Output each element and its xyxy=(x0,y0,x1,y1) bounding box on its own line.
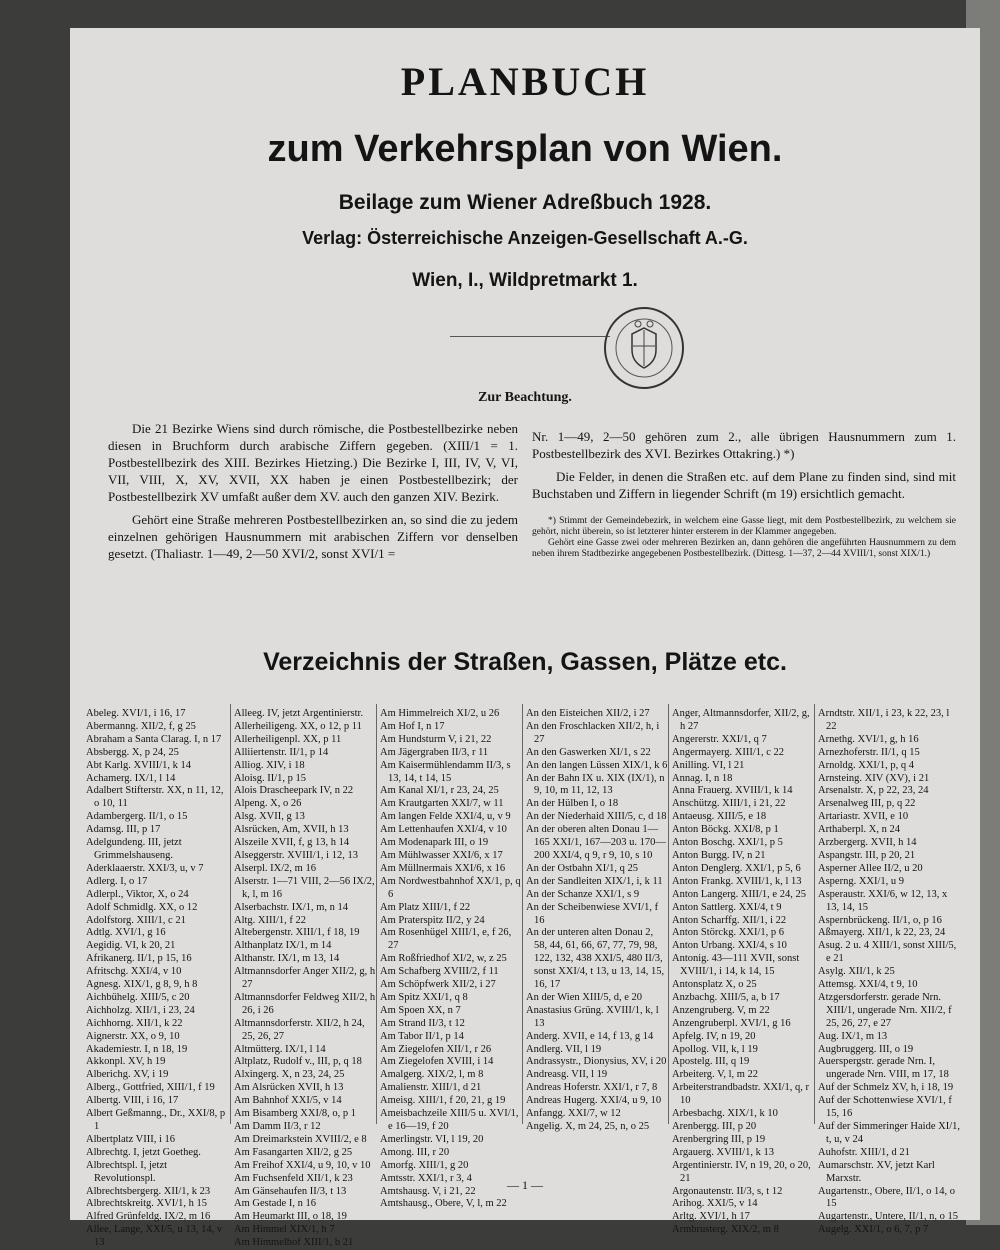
index-entry: Allerheiligeng. XX, o 12, p 11 xyxy=(234,720,362,732)
index-entry: Albrechtskreitg. XVI/1, h 15 xyxy=(86,1198,208,1210)
index-entry: Alserbachstr. IX/1, m, n 14 xyxy=(234,901,349,913)
index-entry: Arenbergg. III, p 20 xyxy=(672,1121,757,1132)
index-entry: Alliog. XIV, i 18 xyxy=(234,759,305,771)
index-entry: Alfred Grünfeldg. IX/2, m 16 xyxy=(86,1211,211,1223)
index-entry: Anzengruberpl. XVI/1, g 16 xyxy=(672,1017,791,1029)
index-entry: Am Himmelhof XIII/1, b 21 xyxy=(234,1237,354,1249)
index-entry: Albertg. VIII, i 16, 17 xyxy=(86,1095,179,1107)
index-entry: Aspangstr. III, p 20, 21 xyxy=(818,849,916,861)
index-entry: Achamerg. IX/1, l 14 xyxy=(86,772,176,784)
index-entry: Aumarschstr. XV, jetzt Karl Marxstr. xyxy=(818,1159,935,1184)
index-entry: Abeleg. XVI/1, i 16, 17 xyxy=(86,708,186,719)
publisher-line: Verlag: Österreichische Anzeigen-Gesellschaft A.-G. xyxy=(302,228,748,248)
index-entry: Am Bahnhof XXI/5, v 14 xyxy=(234,1095,342,1107)
index-entry: Augelg. XXI/1, o 6, 7, p 7 xyxy=(818,1224,929,1236)
index-entry: Althanstr. IX/1, m 13, 14 xyxy=(234,953,340,965)
index-entry: Am langen Felde XXI/4, u, v 9 xyxy=(380,811,511,823)
index-entry: Asug. 2 u. 4 XIII/1, sonst XIII/5, e 21 xyxy=(818,940,957,965)
index-entry: Albrechtsbergerg. XII/1, k 23 xyxy=(86,1185,211,1197)
index-entry: Adamsg. III, p 17 xyxy=(86,824,161,836)
index-entry: Anger, Altmannsdorfer, XII/2, g, h 27 xyxy=(672,708,810,732)
document-title: PLANBUCH xyxy=(400,59,650,104)
column-divider xyxy=(230,704,231,1124)
index-entry: An den langen Lüssen XIX/1, k 6 xyxy=(526,759,668,771)
index-entry: Arbesbachg. XIX/1, k 10 xyxy=(672,1108,778,1120)
index-entry: An den Froschlacken XII/2, h, i 27 xyxy=(526,720,660,745)
index-entry: An der Hülben I, o 18 xyxy=(526,798,619,810)
index-entry: Augartenstr., Obere, II/1, o 14, o 15 xyxy=(818,1185,956,1210)
index-entry: Aegidig. VI, k 20, 21 xyxy=(86,940,176,952)
index-entry: Aichbühelg. XIII/5, c 20 xyxy=(86,991,190,1003)
index-entry: Arbeiterg. V, l, m 22 xyxy=(672,1069,759,1081)
index-entry: Arthaberpl. X, n 24 xyxy=(818,824,900,836)
index-column-1 xyxy=(86,708,228,1250)
index-entry: Anastasius Grüng. XVIII/1, k, l 13 xyxy=(526,1004,659,1029)
footnotes xyxy=(532,516,956,560)
index-entry: Anzengruberg. V, m 22 xyxy=(672,1004,770,1016)
index-entry: Alpeng. X, o 26 xyxy=(234,798,302,810)
index-entry: An der Sandleiten XIX/1, i, k 11 xyxy=(526,875,663,887)
index-entry: Asperaustr. XXI/6, w 12, 13, x 13, 14, 15 xyxy=(818,888,948,913)
index-entry: Anna Frauerg. XVIII/1, k 14 xyxy=(672,785,793,797)
index-entry: Arsenalweg III, p, q 22 xyxy=(818,798,916,810)
index-entry: Alsg. XVII, g 13 xyxy=(234,811,305,823)
index-entry: Altmannsdorfer Anger XII/2, g, h 27 xyxy=(234,966,376,991)
index-entry: Arnethg. XVI/1, g, h 16 xyxy=(818,733,919,745)
index-entry: Am Tabor II/1, p 14 xyxy=(380,1030,464,1042)
column-divider xyxy=(522,704,523,1124)
index-entry: Asylg. XII/1, k 25 xyxy=(818,966,895,978)
index-entry: Arltg. XVI/1, h 17 xyxy=(672,1211,750,1223)
index-entry: Am Hof I, n 17 xyxy=(380,720,445,732)
index-entry: Arbeiterstrandbadstr. XXI/1, q, r 10 xyxy=(672,1082,810,1107)
index-entry: Aug. IX/1, m 13 xyxy=(818,1030,888,1042)
index-entry: Atzgersdorferstr. gerade Nrn. XIII/1, ungerade Nrn. XII/2, f 25, 26, 27, e 27 xyxy=(818,991,952,1029)
index-entry: An der Niederhaid XIII/5, c, d 18 xyxy=(526,811,667,823)
index-column-2 xyxy=(234,708,376,1250)
index-entry: Am Platz XIII/1, f 22 xyxy=(380,901,471,913)
index-entry: Asperng. XXI/1, u 9 xyxy=(818,875,905,887)
index-entry: Aignerstr. XX, o 9, 10 xyxy=(86,1030,180,1042)
index-entry: Altg. XIII/1, f 22 xyxy=(234,914,307,926)
index-entry: Am Mühlwasser XXI/6, x 17 xyxy=(380,849,503,861)
index-entry: Adtlg. XVI/1, g 16 xyxy=(86,927,166,939)
index-entry: Am Schöpfwerk XII/2, i 27 xyxy=(380,979,496,991)
column-divider xyxy=(668,704,669,1124)
index-entry: Am Ziegelofen XVIII, i 14 xyxy=(380,1056,494,1068)
index-entry: Amtsstr. XXI/1, r 3, 4 xyxy=(380,1172,472,1184)
index-entry: Am Rosenhügel XIII/1, e, f 26, 27 xyxy=(380,927,512,952)
index-entry: Argauerg. XVIII/1, k 13 xyxy=(672,1146,774,1158)
index-entry: Aloisg. II/1, p 15 xyxy=(234,772,307,784)
index-entry: Anfangg. XXI/7, w 12 xyxy=(526,1108,621,1120)
index-entry: Adolfstorg. XIII/1, c 21 xyxy=(86,914,186,926)
index-entry: Asperner Allee II/2, u 20 xyxy=(818,862,923,874)
notice-title: Zur Beachtung. xyxy=(478,390,572,405)
index-entry: Anton Sattlerg. XXI/4, t 9 xyxy=(672,901,782,913)
index-entry: Adlerg. I, o 17 xyxy=(86,875,148,887)
index-entry: Am Freihof XXI/4, u 9, 10, v 10 xyxy=(234,1159,371,1171)
document-page xyxy=(70,28,980,1249)
index-entry: Auf der Schottenwiese XVI/1, f 15, 16 xyxy=(818,1095,952,1120)
index-entry: Anton Langerg. XIII/1, e 24, 25 xyxy=(672,888,806,900)
index-entry: Am Praterspitz II/2, y 24 xyxy=(380,914,485,926)
index-entry: Akkonpl. XV, h 19 xyxy=(86,1056,166,1068)
index-entry: Antonsplatz X, o 25 xyxy=(672,979,757,991)
index-entry: Albrechtspl. I, jetzt Revolutionspl. xyxy=(86,1159,168,1184)
index-entry: Allerheiligenpl. XX, p 11 xyxy=(234,733,342,745)
index-entry: Aichholzg. XII/1, i 23, 24 xyxy=(86,1004,195,1016)
index-entry: Am Jägergraben II/3, r 11 xyxy=(380,746,489,758)
index-entry: Arihog. XXI/5, v 14 xyxy=(672,1198,758,1210)
index-entry: Alxingerg. X, n 23, 24, 25 xyxy=(234,1069,345,1081)
index-entry: Anderg. XVII, e 14, f 13, g 14 xyxy=(526,1030,654,1042)
index-entry: Alleeg. IV, jetzt Argentinierstr. xyxy=(234,708,364,719)
index-entry: An den Gaswerken XI/1, s 22 xyxy=(526,746,651,758)
index-entry: Adambergerg. II/1, o 15 xyxy=(86,811,188,823)
index-entry: Adelgundeng. III, jetzt Grimmelshauseng. xyxy=(86,837,182,861)
notice-paragraph: Gehört eine Straße mehreren Postbestellbezirken an, so sind die zu jedem einzelnen gehörigen Hausnummern mit arabischen Ziffern vor denselben gesetzt. (Thaliastr. 1—49, 2—50 XVI/2, sonst XVI/1 = xyxy=(108,512,518,561)
index-entry: Altmannsdorferstr. XII/2, h 24, 25, 26, 27 xyxy=(234,1017,365,1042)
index-entry: Absbergg. X, p 24, 25 xyxy=(86,746,179,758)
index-entry: Anton Störckg. XXI/1, p 6 xyxy=(672,927,784,939)
index-entry: An den Eisteichen XII/2, i 27 xyxy=(526,708,650,719)
index-entry: Arzbergerg. XVII, h 14 xyxy=(818,837,917,849)
index-entry: Altmütterg. IX/1, l 14 xyxy=(234,1043,326,1055)
index-entry: Am Lettenhaufen XXI/4, v 10 xyxy=(380,824,507,836)
index-entry: Antaeusg. XIII/5, e 18 xyxy=(672,811,767,823)
index-entry: Abt Karlg. XVIII/1, k 14 xyxy=(86,759,191,771)
index-entry: Alserstr. 1—71 VIII, 2—56 IX/2, k, l, m 16 xyxy=(234,875,375,900)
index-entry: Albrechtg. I, jetzt Goetheg. xyxy=(86,1146,201,1158)
index-entry: Auhofstr. XIII/1, d 21 xyxy=(818,1146,910,1158)
index-entry: Am Kanal XI/1, r 23, 24, 25 xyxy=(380,785,499,797)
index-entry: Am Nordwestbahnhof XX/1, p, q 6 xyxy=(380,875,521,900)
index-entry: Artariastr. XVII, e 10 xyxy=(818,811,909,823)
notice-paragraph: Die 21 Bezirke Wiens sind durch römische, die Postbestellbezirke neben diesen in Bruchform durch arabische Ziffern gegeben. (XIII/1 = 1. Postbestellbezirk des XIII. Bezirkes Hietzing.) Die Bezirke I, III, IV, V, VI, VII, VIII, X, XV, XVII, XX haben je einen Postbestellbezirk; der Postbestellbezirk XV umfaßt außer dem XV. auch den ganzen XIV. Bezirk. xyxy=(108,421,518,504)
index-entry: Aspernbrückeng. II/1, o, p 16 xyxy=(818,914,942,926)
notice-paragraph: Nr. 1—49, 2—50 gehören zum 2., alle übrigen Hausnummern zum 1. Postbestellbezirk des XVI. Bezirkes Ottakring.) *) xyxy=(532,429,956,461)
index-entry: Arnoldg. XXI/1, p, q 4 xyxy=(818,759,914,771)
index-entry: Andreas Hoferstr. XXI/1, r 7, 8 xyxy=(526,1082,658,1094)
index-entry: Am Gestade I, n 16 xyxy=(234,1198,316,1210)
index-entry: Adlerpl., Viktor, X, o 24 xyxy=(86,888,189,900)
index-entry: Am Gänsehaufen II/3, t 13 xyxy=(234,1185,347,1197)
index-entry: Attemsg. XXI/4, t 9, 10 xyxy=(818,979,918,991)
index-entry: Am Strand II/3, t 12 xyxy=(380,1017,465,1029)
index-entry: Althanplatz IX/1, m 14 xyxy=(234,940,332,952)
index-entry: Auf der Schmelz XV, h, i 18, 19 xyxy=(818,1082,954,1094)
index-entry: Anton Frankg. XVIII/1, k, l 13 xyxy=(672,875,802,887)
index-entry: Adolf Schmidlg. XX, o 12 xyxy=(86,901,198,913)
index-entry: Apfelg. IV, n 19, 20 xyxy=(672,1030,756,1042)
index-entry: Am Fuchsenfeld XII/1, k 23 xyxy=(234,1172,353,1184)
index-entry: Annag. I, n 18 xyxy=(672,772,733,784)
index-entry: Am Alsrücken XVII, h 13 xyxy=(234,1082,344,1094)
index-entry: Ameisbachzeile XIII/5 u. XVI/1, e 16—19, f 20 xyxy=(380,1108,519,1132)
index-entry: Am Krautgarten XXI/7, w 11 xyxy=(380,798,504,810)
index-entry: Arnezhoferstr. II/1, q 15 xyxy=(818,746,920,758)
column-divider xyxy=(376,704,377,1124)
index-entry: Arenbergring III, p 19 xyxy=(672,1133,766,1145)
index-entry: Alseggerstr. XVIII/1, i 12, 13 xyxy=(234,849,358,861)
index-entry: Am Müllnermais XXI/6, x 16 xyxy=(380,862,506,874)
index-entry: An der oberen alten Donau 1—165 XXI/1, 167—203 u. 170—200 XXI/4, q 9, r 9, 10, s 10 xyxy=(526,824,666,861)
index-entry: Anzbachg. XIII/5, a, b 17 xyxy=(672,991,780,1003)
index-entry: Amalgerg. XIX/2, l, m 8 xyxy=(380,1069,484,1081)
index-entry: Amorfg. XIII/1, g 20 xyxy=(380,1159,469,1171)
index-column-5 xyxy=(672,708,814,1237)
index-entry: An der Ostbahn XI/1, q 25 xyxy=(526,862,638,874)
index-entry: Among. III, r 20 xyxy=(380,1146,450,1158)
index-entry: Arndtstr. XII/1, i 23, k 22, 23, l 22 xyxy=(818,708,950,732)
index-entry: Alserpl. IX/2, m 16 xyxy=(234,862,316,874)
index-entry: Alberg., Gottfried, XIII/1, f 19 xyxy=(86,1082,215,1094)
document-subtitle: zum Verkehrsplan von Wien. xyxy=(267,128,783,170)
index-entry: Akademiestr. I, n 18, 19 xyxy=(86,1043,188,1055)
index-entry: Am Kaisermühlendamm II/3, s 13, 14, t 14, 15 xyxy=(380,759,511,784)
index-entry: Abermanng. XII/2, f, g 25 xyxy=(86,720,196,732)
library-stamp xyxy=(602,306,686,390)
index-entry: Augbruggerg. III, o 19 xyxy=(818,1043,914,1055)
index-entry: Am Spoen XX, n 7 xyxy=(380,1004,461,1016)
index-entry: Amtshausg., Obere, V, l, m 22 xyxy=(380,1198,507,1210)
index-entry: Adalbert Stifterstr. XX, n 11, 12, o 10, 11 xyxy=(86,785,224,810)
index-column-3 xyxy=(380,708,522,1211)
notice-right-column xyxy=(532,428,956,560)
footnote: Gehört eine Gasse zwei oder mehreren Bezirken an, dann gehören die angeführten Hausnummern zu dem neben ihrem Stadtbezirke angegebenen Postbestellbezirk. (Dittesg. 1—37, 2—44 XVIII/1, sonst XIX/1.) xyxy=(532,538,956,559)
index-entry: Argentinierstr. IV, n 19, 20, o 20, 21 xyxy=(672,1159,811,1184)
index-entry: Aderklaaerstr. XXI/3, u, v 7 xyxy=(86,862,204,874)
index-entry: Angermayerg. XIII/1, c 22 xyxy=(672,746,785,758)
index-entry: Anton Urbang. XXI/4, s 10 xyxy=(672,940,787,952)
index-entry: Armbrusterg. XIX/2, m 8 xyxy=(672,1224,779,1236)
index-entry: Albertplatz VIII, i 16 xyxy=(86,1133,176,1145)
index-entry: Amalienstr. XIII/1, d 21 xyxy=(380,1082,482,1094)
index-entry: Anilling. VI, l 21 xyxy=(672,759,745,771)
index-entry: Angelig. X, m 24, 25, n, o 25 xyxy=(526,1121,650,1132)
index-entry: Altebergenstr. XIII/1, f 18, 19 xyxy=(234,927,360,939)
notice-paragraph: Die Felder, in denen die Straßen etc. auf dem Plane zu finden sind, sind mit Buchstaben und Ziffern in liegender Schrift (m 19) ersichtlich gemacht. xyxy=(532,469,956,501)
index-entry: Am Ziegelofen XII/1, r 26 xyxy=(380,1043,492,1055)
index-entry: An der unteren alten Donau 2, 58, 44, 61, 66, 67, 77, 79, 98, 122, 132, 438 XXI/5, 480 II/3, sonst XXI/4, t 13, u 13, 14, 15, 16, 17 xyxy=(526,927,665,991)
index-entry: Andreasg. VII, l 19 xyxy=(526,1069,608,1081)
index-entry: An der Scheibenwiese XVI/1, f 16 xyxy=(526,901,659,926)
index-entry: Am Heumarkt III, o 18, 19 xyxy=(234,1211,347,1223)
index-entry: Anton Scharffg. XII/1, i 22 xyxy=(672,914,787,926)
index-entry: Afrikanerg. II/1, p 15, 16 xyxy=(86,953,192,965)
index-entry: Augartenstr., Untere, II/1, n, o 15 xyxy=(818,1211,958,1223)
index-entry: Alliiertenstr. II/1, p 14 xyxy=(234,746,329,758)
index-entry: Altmannsdorfer Feldweg XII/2, h 26, i 26 xyxy=(234,991,376,1016)
index-entry: Aichhorng. XII/1, k 22 xyxy=(86,1017,183,1029)
index-entry: An der Schanze XXI/1, s 9 xyxy=(526,888,640,900)
index-entry: Argonautenstr. II/3, s, t 12 xyxy=(672,1185,783,1197)
index-entry: Apollog. VII, k, l 19 xyxy=(672,1043,758,1055)
index-entry: Altplatz, Rudolf v., III, p, q 18 xyxy=(234,1056,362,1068)
index-entry: Am Himmel XIX/1, h 7 xyxy=(234,1224,335,1236)
index-entry: Anton Burgg. IV, n 21 xyxy=(672,849,766,861)
supplement-line: Beilage zum Wiener Adreßbuch 1928. xyxy=(338,191,712,214)
notice-left-column xyxy=(108,420,518,562)
index-entry: Antonig. 43—111 XVII, sonst XVIII/1, i 14, k 14, 15 xyxy=(672,953,800,978)
index-entry: Am Spitz XXI/1, q 8 xyxy=(380,991,468,1003)
index-entry: Am Dreimarkstein XVIII/2, e 8 xyxy=(234,1133,367,1145)
index-entry: Am Damm II/3, r 12 xyxy=(234,1121,321,1132)
index-column-6 xyxy=(818,708,960,1237)
index-entry: Allee, Lange, XXI/5, u 13, 14, v 13 xyxy=(86,1224,223,1249)
index-entry: Albert Geßmanng., Dr., XXI/8, p 1 xyxy=(86,1108,226,1132)
index-entry: Anton Böckg. XXI/8, p 1 xyxy=(672,824,779,836)
index-entry: Andreas Hugerg. XXI/4, u 9, 10 xyxy=(526,1095,662,1107)
index-entry: Amerlingstr. VI, l 19, 20 xyxy=(380,1133,484,1145)
index-entry: Angererstr. XXI/1, q 7 xyxy=(672,733,767,745)
index-column-4 xyxy=(526,708,668,1134)
index-entry: Anton Boschg. XXI/1, p 5 xyxy=(672,837,783,849)
index-entry: Anschützg. XIII/1, i 21, 22 xyxy=(672,798,786,810)
publisher-address: Wien, I., Wildpretmarkt 1. xyxy=(412,270,638,291)
index-entry: Andrassystr., Dionysius, XV, i 20 xyxy=(526,1056,667,1068)
index-entry: Abraham a Santa Clarag. I, n 17 xyxy=(86,733,222,745)
index-entry: Alberichg. XV, i 19 xyxy=(86,1069,169,1081)
index-entry: Auf der Simmeringer Haide XI/1, t, u, v 24 xyxy=(818,1121,961,1145)
column-divider xyxy=(814,704,815,1124)
index-entry: Agnesg. XIX/1, g 8, 9, h 8 xyxy=(86,979,198,991)
index-entry: Am Bisamberg XXI/8, o, p 1 xyxy=(234,1108,357,1120)
index-entry: Am Roßfriedhof XI/2, w, z 25 xyxy=(380,953,507,965)
index-entry: Andlerg. VII, l 19 xyxy=(526,1043,602,1055)
index-entry: Am Modenapark III, o 19 xyxy=(380,837,489,849)
index-entry: Apostelg. III, q 19 xyxy=(672,1056,750,1068)
index-entry: An der Bahn IX u. XIX (IX/1), n 9, 10, m 11, 12, 13 xyxy=(526,772,665,797)
index-entry: Ameisg. XIII/1, f 20, 21, g 19 xyxy=(380,1095,506,1107)
index-entry: Arsenalstr. X, p 22, 23, 24 xyxy=(818,785,929,797)
index-entry: Arnsteing. XIV (XV), i 21 xyxy=(818,772,930,784)
index-entry: An der Wien XIII/5, d, e 20 xyxy=(526,991,643,1003)
index-entry: Alsrücken, Am, XVII, h 13 xyxy=(234,824,349,836)
page-number: — 1 — xyxy=(507,1178,543,1192)
footnote: *) Stimmt der Gemeindebezirk, in welchem eine Gasse liegt, mit dem Postbestellbezirk, zu welchem sie gehört, nicht überein, so ist letzterer hinter ersterem in der Klammer angegeben. xyxy=(532,516,956,537)
index-entry: Alois Drascheepark IV, n 22 xyxy=(234,785,354,797)
index-entry: Afritschg. XXI/4, v 10 xyxy=(86,966,182,978)
index-entry: Alszeile XVII, f, g 13, h 14 xyxy=(234,837,350,849)
index-entry: Am Schafberg XVIII/2, f 11 xyxy=(380,966,499,978)
index-entry: Am Himmelreich XI/2, u 26 xyxy=(380,708,500,719)
index-entry: Am Hundsturm V, i 21, 22 xyxy=(380,733,492,745)
index-entry: Amtshausg. V, i 21, 22 xyxy=(380,1185,476,1197)
index-entry: Auerspergstr. gerade Nrn. I, ungerade Nrn. VIII, m 17, 18 xyxy=(818,1056,949,1081)
index-entry: Am Fasangarten XII/2, g 25 xyxy=(234,1146,353,1158)
index-entry: Anton Denglerg. XXI/1, p 5, 6 xyxy=(672,862,801,874)
index-heading: Verzeichnis der Straßen, Gassen, Plätze etc. xyxy=(263,648,787,676)
index-entry: Aßmayerg. XII/1, k 22, 23, 24 xyxy=(818,927,946,939)
decorative-rule xyxy=(450,336,610,337)
